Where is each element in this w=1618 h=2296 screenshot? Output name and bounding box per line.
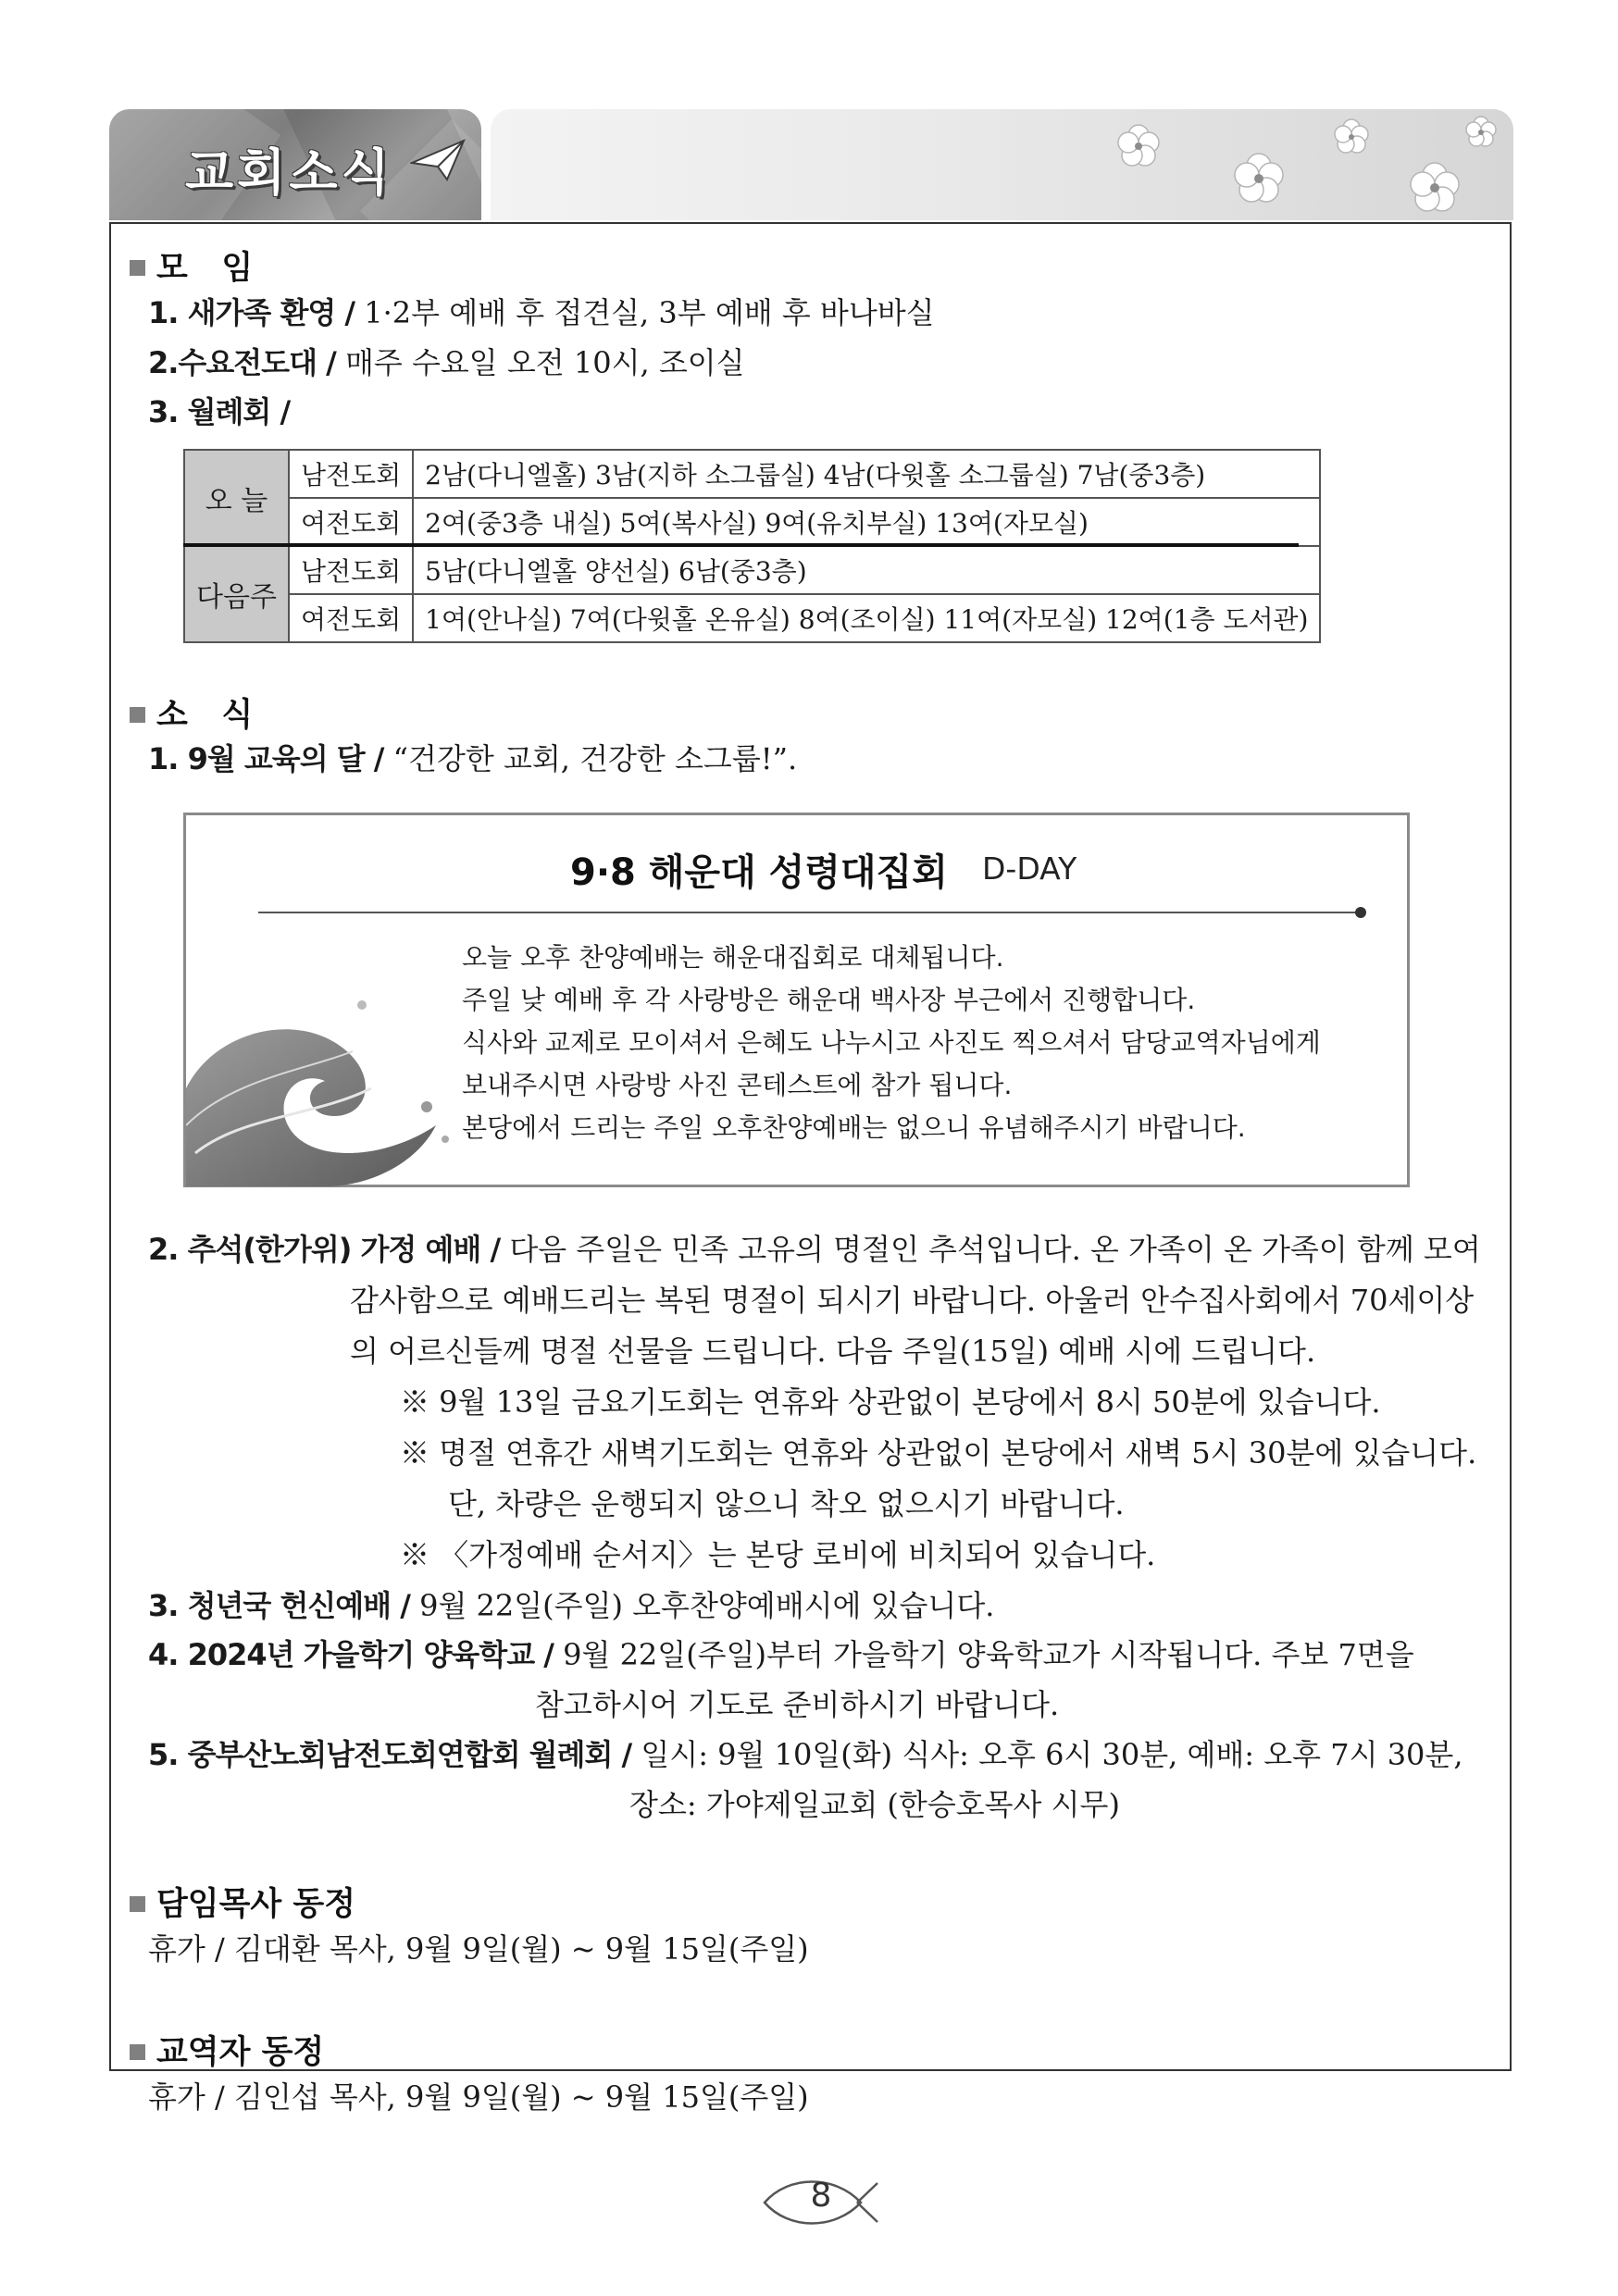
header-title-tab: [109, 109, 481, 220]
callout-title: 9·8 해운대 성령대집회: [570, 851, 948, 894]
news-item-2-line: 감사함으로 예배드리는 복된 명절이 되시기 바랍니다. 아울러 안수집사회에서 70세이상: [350, 1283, 1475, 1318]
bullet-square-icon: [130, 2044, 145, 2060]
header-banner: [491, 109, 1513, 220]
news-item-5-line: 장소: 가야제일교회 (한승호목사 시무): [629, 1787, 1120, 1822]
table-sub-label: 남전도회: [289, 450, 413, 498]
callout-divider-dot: [1355, 907, 1366, 918]
table-sub-label: 여전도회: [289, 498, 413, 546]
news-item-2-note: ※ 9월 13일 금요기도회는 연휴와 상관없이 본당에서 8시 50분에 있습니다.: [400, 1384, 1381, 1420]
callout-line: 본당에서 드리는 주일 오후찬양예배는 없으니 유념해주시기 바랍니다.: [462, 1112, 1246, 1143]
wave-decoration: [186, 977, 464, 1186]
meeting-item-2: 2.수요전도대 / 매주 수요일 오전 10시, 조이실: [148, 345, 745, 380]
news-item-2-note: ※ 〈가정예배 순서지〉는 본당 로비에 비치되어 있습니다.: [400, 1537, 1156, 1572]
table-cell: 1여(안나실) 7여(다윗홀 온유실) 8여(조이실) 11여(자모실) 12여(1층 도서관): [413, 594, 1320, 642]
page-number: 8: [810, 2177, 832, 2215]
table-group-label: 다음주: [184, 546, 289, 642]
meeting-item-1: 1. 새가족 환영 / 1·2부 예배 후 접견실, 3부 예배 후 바나바실: [148, 295, 935, 330]
news-item-4-line: 참고하시어 기도로 준비하시기 바랍니다.: [535, 1687, 1060, 1722]
callout-line: 식사와 교제로 모이셔서 은혜도 나누시고 사진도 찍으셔서 담당교역자님에게: [462, 1027, 1321, 1058]
section-heading-news: 소 식: [130, 689, 253, 736]
bullet-square-icon: [130, 707, 145, 723]
news-item-2: 2. 추석(한가위) 가정 예배 / 다음 주일은 민족 고유의 명절인 추석입니다. 온 가족이 온 가족이 함께 모여: [148, 1232, 1481, 1267]
callout-subtitle: D-DAY: [982, 850, 1077, 887]
news-item-5: 5. 중부산노회남전도회연합회 월례회 / 일시: 9월 10일(화) 식사: 오후 6시 30분, 예배: 오후 7시 30분,: [148, 1737, 1463, 1772]
news-item-4: 4. 2024년 가을학기 양육학교 / 9월 22일(주일)부터 가을학기 양육학교가 시작됩니다. 주보 7면을: [148, 1637, 1414, 1672]
staff-status: 휴가 / 김인섭 목사, 9월 9일(월) ~ 9월 15일(주일): [148, 2079, 809, 2115]
bullet-square-icon: [130, 260, 145, 276]
table-cell: 2여(중3층 내실) 5여(복사실) 9여(유치부실) 13여(자모실): [413, 498, 1320, 546]
news-item-3: 3. 청년국 헌신예배 / 9월 22일(주일) 오후찬양예배시에 있습니다.: [148, 1588, 995, 1623]
event-callout-box: [183, 813, 1410, 1187]
callout-line: 오늘 오후 찬양예배는 해운대집회로 대체됩니다.: [462, 942, 1004, 973]
news-item-2-note: ※ 명절 연휴간 새벽기도회는 연휴와 상관없이 본당에서 새벽 5시 30분에 있습니다.: [400, 1435, 1477, 1471]
news-item-1: 1. 9월 교육의 달 / “건강한 교회, 건강한 소그룹!”.: [148, 741, 798, 776]
table-cell: 5남(다니엘홀 양선실) 6남(중3층): [413, 546, 1320, 594]
table-row: [184, 450, 1320, 498]
section-heading-staff: 교역자 동정: [130, 2027, 324, 2073]
section-heading-meeting: 모 임: [130, 242, 253, 289]
news-item-2-line: 의 어르신들께 명절 선물을 드립니다. 다음 주일(15일) 예배 시에 드립니다.: [350, 1334, 1316, 1369]
table-sub-label: 여전도회: [289, 594, 413, 642]
table-row: [184, 498, 1320, 546]
callout-line: 보내주시면 사랑방 사진 콘테스트에 참가 됩니다.: [462, 1070, 1013, 1100]
table-divider: [183, 543, 1299, 547]
table-cell: 2남(다니엘홀) 3남(지하 소그룹실) 4남(다윗홀 소그룹실) 7남(중3층): [413, 450, 1320, 498]
blossom-decoration: [1046, 109, 1513, 220]
paper-plane-icon: [410, 137, 466, 183]
page-title: 교회소식: [185, 143, 393, 202]
table-row: [184, 594, 1320, 642]
pastor-status: 휴가 / 김대환 목사, 9월 9일(월) ~ 9월 15일(주일): [148, 1931, 809, 1967]
table-sub-label: 남전도회: [289, 546, 413, 594]
table-row: [184, 546, 1320, 594]
table-group-label: 오 늘: [184, 450, 289, 546]
news-item-2-note: 단, 차량은 운행되지 않으니 착오 없으시기 바랍니다.: [448, 1486, 1125, 1521]
callout-line: 주일 낮 예배 후 각 사랑방은 해운대 백사장 부근에서 진행합니다.: [462, 985, 1196, 1015]
meeting-item-3: 3. 월례회 /: [148, 394, 291, 429]
callout-divider: [258, 912, 1360, 913]
section-heading-pastor: 담임목사 동정: [130, 1879, 355, 1925]
bullet-square-icon: [130, 1896, 145, 1912]
